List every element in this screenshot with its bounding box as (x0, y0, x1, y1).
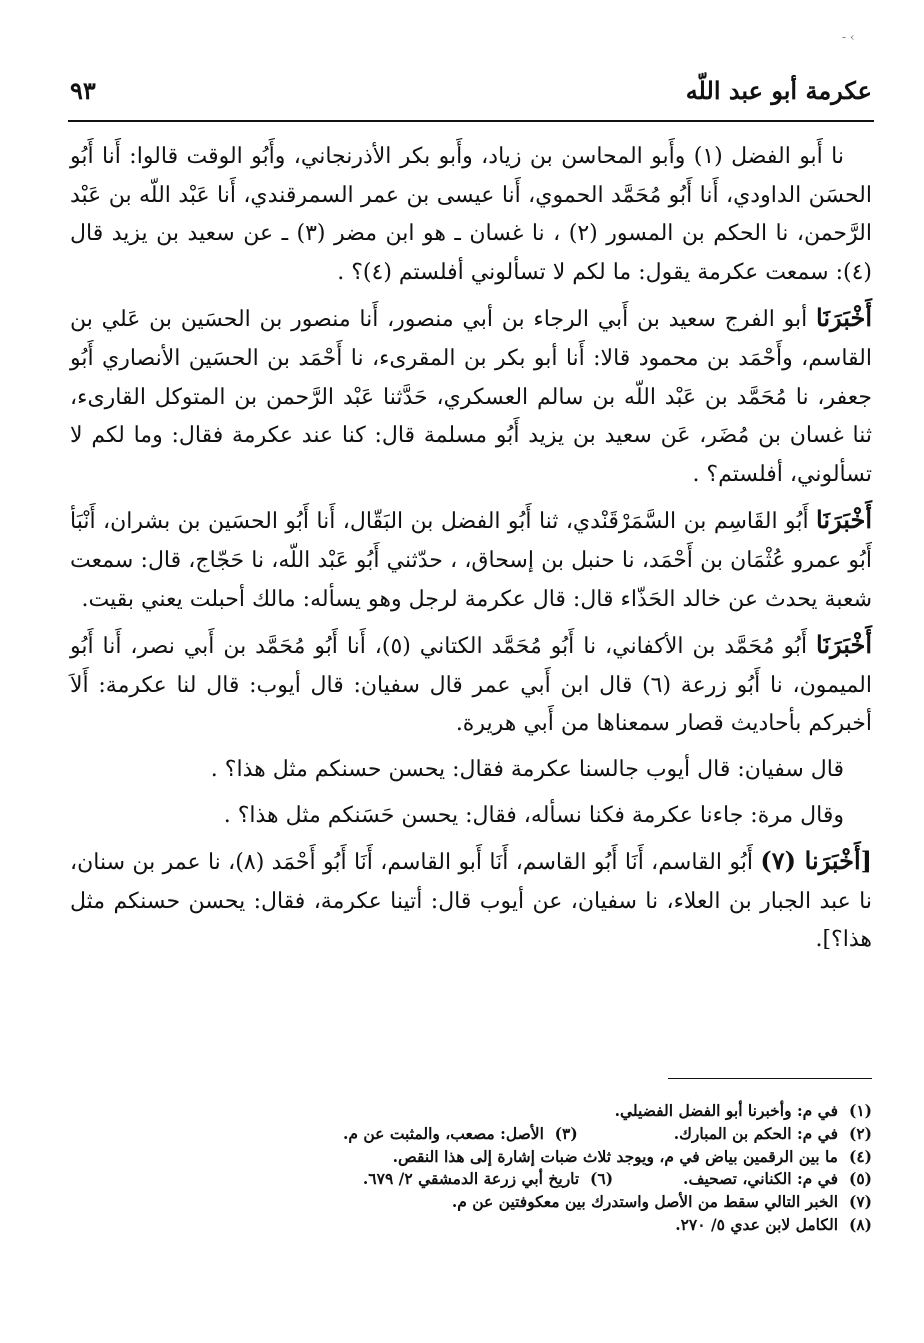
page-number: ٩٣ (70, 76, 96, 105)
footnote-7 (70, 1191, 872, 1214)
paragraph-1 (70, 138, 872, 292)
footnote-text: في م: الحكم بن المبارك. (673, 1123, 838, 1143)
footnote-text: في م: وأخبرنا أبو الفضل الفضيلي. (614, 1101, 838, 1120)
footnote-text: في م: الكناني، تصحيف. (683, 1169, 838, 1189)
footnote-number: (٢) (848, 1123, 872, 1143)
footnote-text: الأصل: مصعب، والمثبت عن م. (342, 1123, 544, 1143)
paragraph-text: أَبُو القاسم، أَنَا أَبُو القاسم، أَنَا أَبو القاسم، أَنَا أَبُو أَحْمَد (٨)، نا عمر بن سنان، نا عبد الجبار بن العلاء، نا سفيان، عن أيوب قال: أتينا عكرمة، فقال: يحسن حسنكم مثل هذا؟]. (70, 850, 873, 953)
footnotes (70, 1100, 872, 1237)
footnote-text: تاريخ أبي زرعة الدمشقي ٢/ ٦٧٩. (362, 1169, 580, 1189)
main-text (70, 138, 872, 967)
paragraph-text: أبو الفرج سعيد بن أَبي الرجاء بن أبي منصور، أَنا منصور بن الحسَين بن عَلي بن القاسم، وأَحْمَد بن محمود قالا: أَنا أبو بكر بن المقرىء، نا أَحْمَد بن الحسَين الأنصاري أَبُو جعفر، نا مُحَمَّد بن عَبْد اللّه بن سالم العسكري، حَدَّثنا عَبْد الرَّحمن بن المتوكل القارىء، ثنا غسان بن مُضَر، عَن سعيد بن يزيد أَبُو مسلمة قال: كنا عند عكرمة فقال: وما لكم لا تسألوني، أفلستم؟ . (70, 307, 872, 487)
paragraph-4 (70, 626, 872, 744)
paragraph-lead: أَخْبَرَنَا (816, 630, 873, 660)
corner-mark: - ‹ (842, 30, 855, 44)
paragraph-lead: أَخْبَرَنَا (816, 505, 872, 535)
paragraph-lead: [أَخْبَرَنا (٧) (760, 846, 872, 876)
footnote-number: (٧) (848, 1192, 872, 1212)
footnote-number: (٥) (848, 1169, 872, 1189)
footnote-5-6 (70, 1168, 872, 1191)
paragraph-5 (70, 751, 872, 790)
footnote-4 (70, 1146, 872, 1169)
footnote-rule (668, 1078, 872, 1079)
footnote-number: (٨) (848, 1214, 872, 1234)
footnote-text: الخبر التالي سقط من الأصل واستدرك بين معكوفتين عن م. (451, 1192, 838, 1212)
paragraph-text: أَبُو مُحَمَّد بن الأكفاني، نا أَبُو مُحَمَّد الكتاني (٥)، أَنا أَبُو مُحَمَّد بن أَبي نصر، أَنا أَبُو الميمون، نا أَبُو زرعة (٦) قال ابن أَبي عمر قال سفيان: قال أيوب: قال لنا عكرمة: أَلاَ أخبركم بأحاديث قصار سمعناها من أَبي هريرة. (70, 634, 872, 737)
footnote-number: (٣) (554, 1123, 578, 1143)
paragraph-7 (70, 842, 872, 960)
paragraph-2 (70, 299, 872, 494)
header-rule (68, 120, 874, 122)
paragraph-6 (70, 797, 872, 836)
paragraph-text: أَبُو القَاسِم بن السَّمَرْقَنْدي، ثنا أَبُو الفضل بن البَقّال، أَنا أَبُو الحسَين بن بشران، أَنْبَأ أَبُو عمرو عُثْمَان بن أَحْمَد، نا حنبل بن إسحاق، ، حدّثني أَبُو عَبْد اللّه، نا حَجّاج، قال: سمعت شعبة يحدث عن خالد الحَذّاء قال: قال عكرمة لرجل وهو يسأله: مالك أحبلت يعني بقيت. (70, 509, 872, 612)
paragraph-text: نا أَبو الفضل (١) وأَبو المحاسن بن زياد، وأَبو بكر الأذرنجاني، وأَبُو الوقت قالوا: أَنا أَبُو الحسَن الداودي، أَنا أَبُو مُحَمَّد الحموي، أَنا عيسى بن عمر السمرقندي، أَنا عَبْد اللّه بن عَبْد الرَّحمن، نا الحكم بن المسور (٢) ، نا غسان ـ هو ابن مضر (٣) ـ عن سعيد بن يزيد قال (٤): سمعت عكرمة يقول: ما لكم لا تسألوني أفلستم (٤)؟ . (70, 144, 872, 285)
paragraph-text: قال سفيان: قال أيوب جالسنا عكرمة فقال: يحسن حسنكم مثل هذا؟ . (210, 756, 844, 782)
running-title: عكرمة أبو عبد اللّه (685, 76, 872, 105)
footnote-number: (٦) (590, 1169, 614, 1189)
footnote-number: (١) (848, 1101, 872, 1120)
footnote-2-3 (70, 1123, 872, 1146)
paragraph-lead: أَخْبَرَنَا (816, 303, 872, 333)
footnote-8 (70, 1214, 872, 1237)
page-header (70, 76, 872, 116)
paragraph-text: وقال مرة: جاءنا عكرمة فكنا نسأله، فقال: يحسن حَسَنكم مثل هذا؟ . (223, 802, 844, 828)
footnote-text: الكامل لابن عدي ٥/ ٢٧٠. (675, 1214, 838, 1234)
footnote-text: ما بين الرقمين بياض في م، ويوجد ثلاث ضبات إشارة إلى هذا النقص. (392, 1146, 838, 1166)
paragraph-3 (70, 501, 872, 619)
footnote-1 (70, 1100, 872, 1123)
footnote-number: (٤) (848, 1146, 872, 1166)
